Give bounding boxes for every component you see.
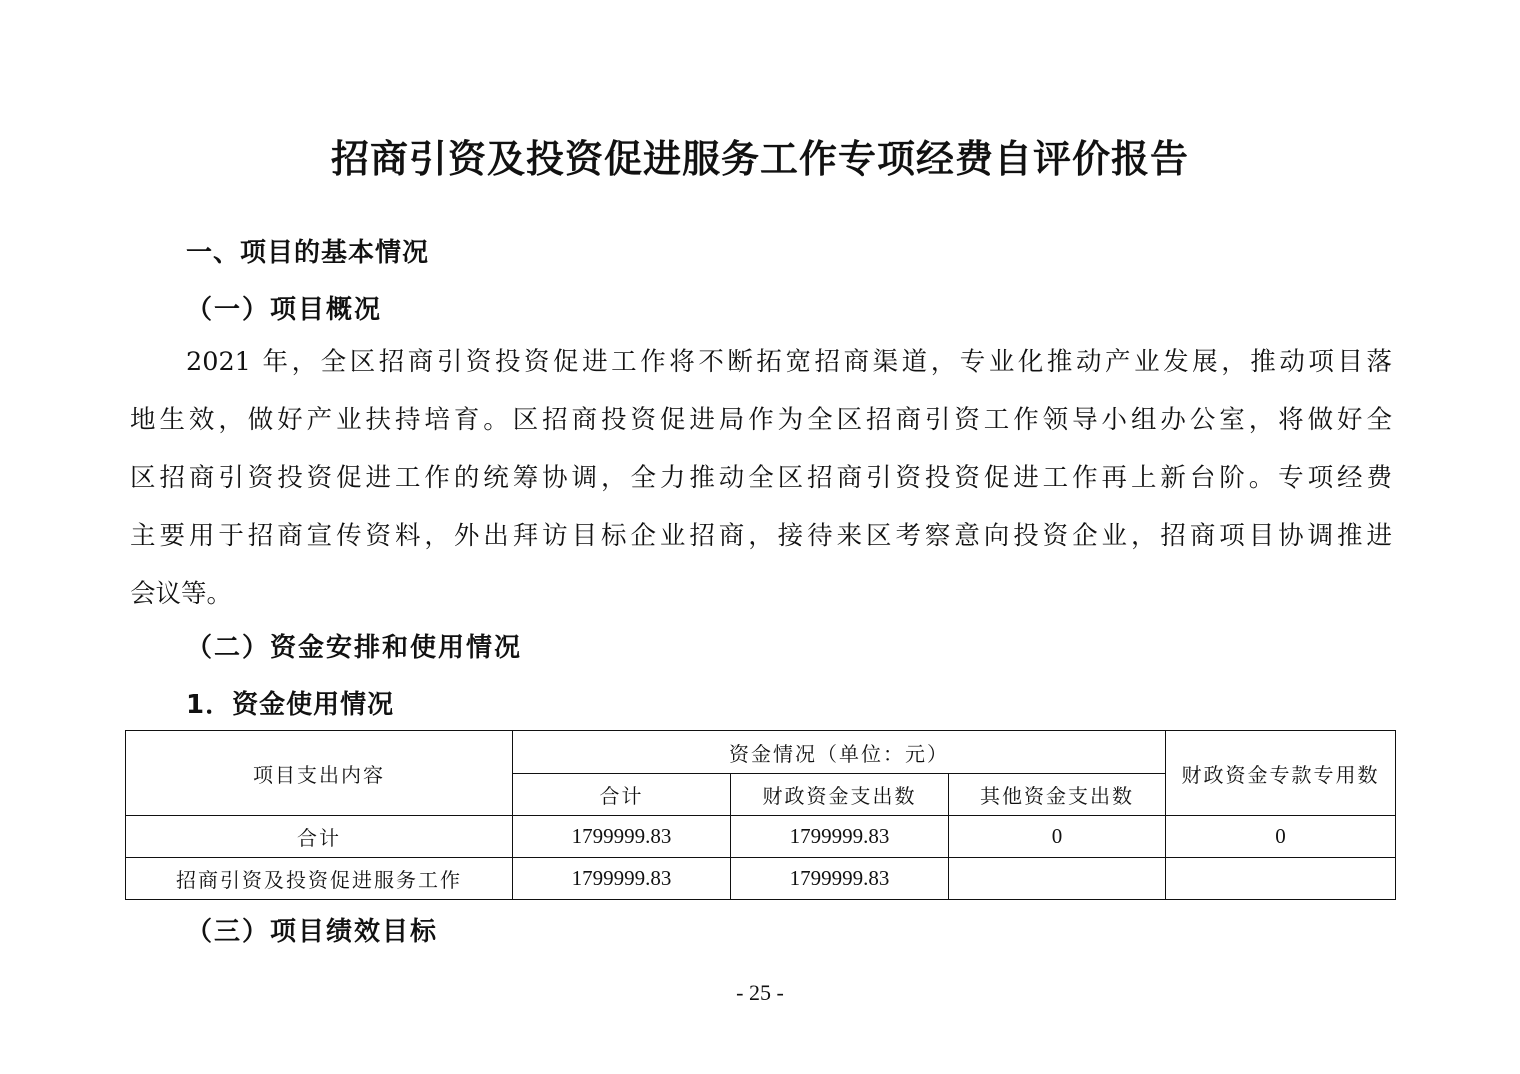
cell-other bbox=[949, 858, 1166, 900]
subsection-heading-performance-goals: （三）项目绩效目标 bbox=[186, 917, 439, 947]
cell-special bbox=[1166, 858, 1396, 900]
header-fiscal-expenditure: 财政资金支出数 bbox=[731, 774, 949, 816]
table-row bbox=[126, 816, 1396, 858]
paragraph-line: 区招商引资投资促进工作的统筹协调，全力推动全区招商引资投资促进工作再上新台阶。专项经费 bbox=[130, 463, 1392, 493]
header-special-use: 财政资金专款专用数 bbox=[1166, 731, 1396, 816]
page-number: - 25 - bbox=[736, 980, 784, 1005]
table-row bbox=[126, 858, 1396, 900]
paragraph-line: 2021 年，全区招商引资投资促进工作将不断拓宽招商渠道，专业化推动产业发展，推动项目落 bbox=[186, 347, 1392, 377]
cell-item: 招商引资及投资促进服务工作 bbox=[126, 858, 513, 900]
fund-usage-table bbox=[125, 730, 1396, 900]
header-total: 合计 bbox=[513, 774, 731, 816]
cell-total: 1799999.83 bbox=[513, 816, 731, 858]
overview-paragraph bbox=[130, 333, 1392, 623]
cell-item: 合计 bbox=[126, 816, 513, 858]
section-heading-basic-info: 一、项目的基本情况 bbox=[186, 238, 430, 268]
cell-total: 1799999.83 bbox=[513, 858, 731, 900]
cell-special: 0 bbox=[1166, 816, 1396, 858]
paragraph-line: 会议等。 bbox=[130, 579, 233, 609]
subsection-heading-funds: （二）资金安排和使用情况 bbox=[186, 633, 523, 663]
header-other-expenditure: 其他资金支出数 bbox=[949, 774, 1166, 816]
table-header-row bbox=[126, 731, 1396, 774]
paragraph-line: 主要用于招商宣传资料，外出拜访目标企业招商，接待来区考察意向投资企业，招商项目协调推进 bbox=[130, 521, 1392, 551]
cell-fiscal: 1799999.83 bbox=[731, 816, 949, 858]
item-heading-fund-usage: 1．资金使用情况 bbox=[186, 690, 395, 720]
header-funds-group: 资金情况（单位：元） bbox=[513, 731, 1166, 774]
paragraph-line: 地生效，做好产业扶持培育。区招商投资促进局作为全区招商引资工作领导小组办公室，将做好全 bbox=[130, 405, 1392, 435]
document-title: 招商引资及投资促进服务工作专项经费自评价报告 bbox=[330, 136, 1189, 181]
subsection-heading-overview: （一）项目概况 bbox=[186, 295, 383, 325]
cell-fiscal: 1799999.83 bbox=[731, 858, 949, 900]
cell-other: 0 bbox=[949, 816, 1166, 858]
header-item-column: 项目支出内容 bbox=[126, 731, 513, 816]
